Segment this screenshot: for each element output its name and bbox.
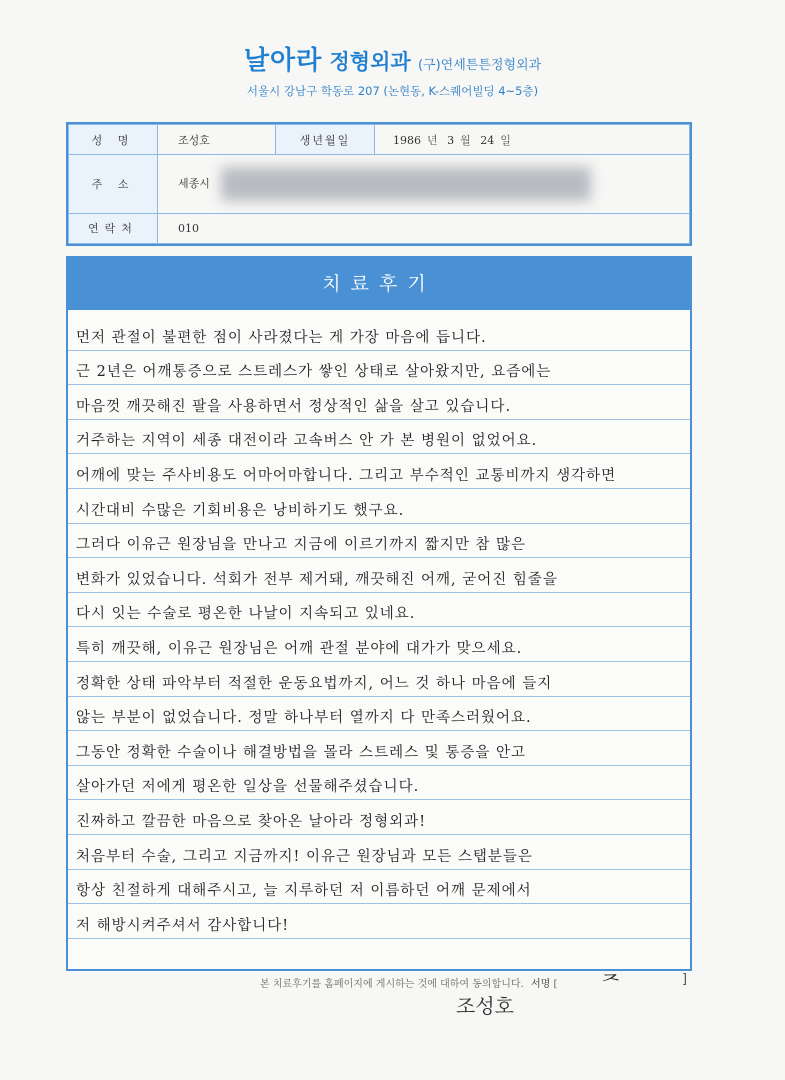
- review-line: [68, 351, 690, 386]
- review-line: [68, 316, 690, 351]
- address-label: 주 소: [69, 155, 158, 214]
- review-line: [68, 489, 690, 524]
- patient-info-table: [66, 122, 692, 246]
- review-line-text: 처음부터 수술, 그리고 지금까지! 이유근 원장님과 모든 스탭분들은: [76, 848, 533, 865]
- dob-value: [374, 125, 689, 155]
- review-line-text: 근 2년은 어깨통증으로 스트레스가 쌓인 상태로 살아왔지만, 요즘에는: [76, 364, 552, 381]
- review-line: [68, 800, 690, 835]
- dob-day-unit: 일: [500, 133, 511, 147]
- clinic-address: 서울시 강남구 학동로 207 (논현동, K-스퀘어빌딩 4~5층): [246, 84, 539, 98]
- signature-label: 서명: [530, 979, 551, 990]
- review-line-text: 그러다 이유근 원장님을 만나고 지금에 이르기까지 짧지만 참 많은: [76, 537, 527, 554]
- review-line: [68, 766, 690, 801]
- dob-label: 생년월일: [275, 125, 374, 155]
- review-line-text: 마음껏 깨끗해진 팔을 사용하면서 정상적인 삶을 살고 있습니다.: [76, 398, 512, 415]
- signed-name: 조성호: [456, 994, 514, 1018]
- review-line-text: 정확한 상태 파악부터 적절한 운동요법까지, 어느 것 하나 마음에 들지: [76, 675, 553, 692]
- contact-value: [158, 213, 690, 243]
- contact-label: 연락처: [69, 213, 158, 243]
- review-line-text: 다시 잇는 수술로 평온한 나날이 지속되고 있네요.: [76, 606, 416, 623]
- review-line-text: 시간대비 수많은 기회비용은 낭비하기도 했구요.: [76, 502, 405, 519]
- review-box: [66, 256, 692, 971]
- review-line: [68, 558, 690, 593]
- dob-year-unit: 년: [426, 133, 438, 147]
- review-line-text: 거주하는 지역이 세종 대전이라 고속버스 안 가 본 병원이 없었어요.: [76, 433, 538, 450]
- consent-statement: [260, 975, 557, 990]
- review-line: [68, 835, 690, 870]
- review-line-text: 먼저 관절이 불편한 점이 사라졌다는 게 가장 마음에 듭니다.: [76, 329, 487, 346]
- dob-month-unit: 월: [460, 133, 471, 147]
- name-label: 성 명: [69, 125, 158, 155]
- clinic-name: 정형외과: [329, 50, 411, 74]
- dob-year: 1986: [392, 133, 421, 147]
- review-line: [68, 697, 690, 732]
- review-line-text: 진짜하고 깔끔한 마음으로 찾아온 날아라 정형외과!: [76, 813, 427, 830]
- clinic-header: [0, 40, 785, 99]
- review-line: [68, 627, 690, 662]
- signature-close-bracket: ]: [682, 972, 688, 987]
- clinic-logo: 날아라: [243, 46, 323, 76]
- review-line: [68, 870, 690, 905]
- review-line-text: 변화가 있었습니다. 석회가 전부 제거돼, 깨끗해진 어깨, 굳어진 힘줄을: [76, 571, 558, 588]
- contact-text: 010: [178, 221, 199, 235]
- consent-text: 본 치료후기를 홈페이지에 게시하는 것에 대하여 동의합니다.: [260, 979, 524, 990]
- review-line: [68, 454, 690, 489]
- review-line: [68, 524, 690, 559]
- dob-day: 24: [480, 133, 495, 147]
- review-line: [68, 731, 690, 766]
- brand-line: [0, 40, 785, 77]
- address-text: 세종시: [178, 176, 210, 190]
- redacted-block: [221, 167, 591, 201]
- review-line: [68, 593, 690, 628]
- signature-mark: ᄌ: [600, 973, 622, 998]
- dob-month: 3: [447, 133, 455, 147]
- name-value: 조성호: [158, 125, 276, 155]
- address-value: [158, 155, 690, 214]
- review-line-text: 특히 깨끗해, 이유근 원장님은 어깨 관절 분야에 대가가 맞으세요.: [76, 640, 523, 657]
- signature-open-bracket: [: [553, 979, 558, 990]
- review-lines: [68, 316, 690, 939]
- review-line: [68, 662, 690, 697]
- review-line: [68, 385, 690, 420]
- review-line-text: 않는 부분이 없었습니다. 정말 하나부터 열까지 다 만족스러웠어요.: [76, 710, 532, 727]
- former-name: (구)연세튼튼정형외과: [417, 58, 542, 73]
- review-title: 치료후기: [68, 258, 690, 310]
- review-line: [68, 904, 690, 939]
- review-line-text: 저 해방시켜주셔서 감사합니다!: [76, 917, 290, 934]
- review-line-text: 항상 친절하게 대해주시고, 늘 지루하던 저 이름하던 어깨 문제에서: [76, 883, 532, 900]
- review-line: [68, 420, 690, 455]
- review-line-text: 살아가던 저에게 평온한 일상을 선물해주셨습니다.: [76, 779, 420, 796]
- review-line-text: 어깨에 맞는 주사비용도 어마어마합니다. 그리고 부수적인 교통비까지 생각하면: [76, 467, 617, 484]
- review-line-text: 그동안 정확한 수술이나 해결방법을 몰라 스트레스 및 통증을 안고: [76, 744, 527, 761]
